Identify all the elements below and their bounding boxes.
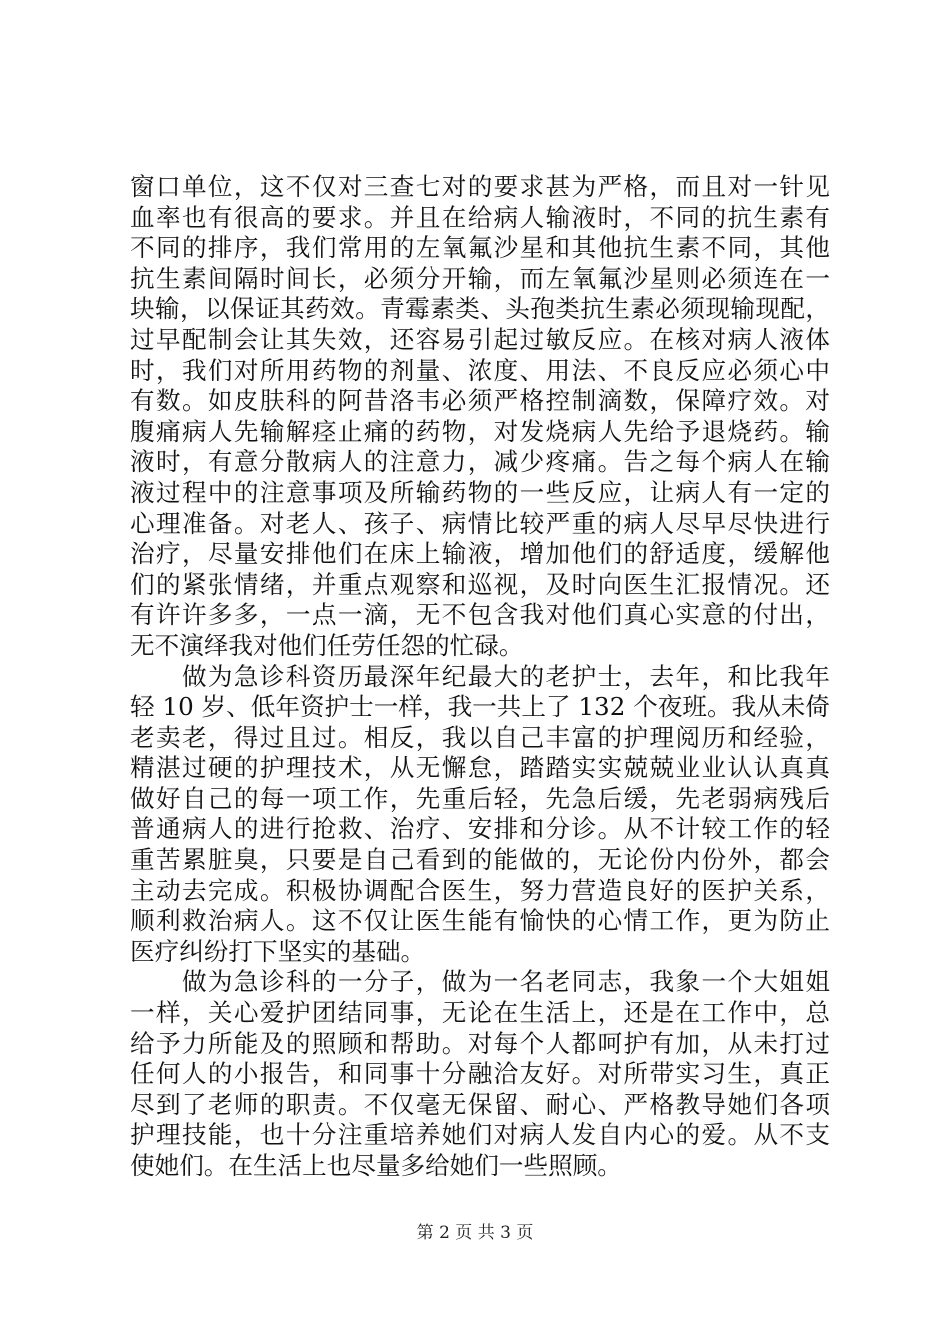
text-line: 治疗，尽量安排他们在床上输液，增加他们的舒适度，缓解他 bbox=[130, 539, 830, 569]
text-line: 心理准备。对老人、孩子、病情比较严重的病人尽早尽快进行 bbox=[130, 508, 830, 538]
text-line: 普通病人的进行抢救、治疗、安排和分诊。从不计较工作的轻 bbox=[130, 814, 830, 844]
text-line: 块输，以保证其药效。青霉素类、头孢类抗生素必须现输现配， bbox=[130, 294, 830, 324]
text-line: 腹痛病人先输解痉止痛的药物，对发烧病人先给予退烧药。输 bbox=[130, 416, 830, 446]
text-line: 任何人的小报告，和同事十分融洽友好。对所带实习生，真正 bbox=[130, 1059, 830, 1089]
text-line: 给予力所能及的照顾和帮助。对每个人都呵护有加，从未打过 bbox=[130, 1028, 830, 1058]
text-line: 一样，关心爱护团结同事，无论在生活上，还是在工作中，总 bbox=[130, 998, 830, 1028]
text-line: 护理技能，也十分注重培养她们对病人发自内心的爱。从不支 bbox=[130, 1120, 830, 1150]
text-line: 老卖老，得过且过。相反，我以自己丰富的护理阅历和经验， bbox=[130, 722, 830, 752]
text-line: 尽到了老师的职责。不仅毫无保留、耐心、严格教导她们各项 bbox=[130, 1089, 830, 1119]
text-line: 窗口单位，这不仅对三查七对的要求甚为严格，而且对一针见 bbox=[130, 172, 830, 201]
text-line: 主动去完成。积极协调配合医生，努力营造良好的医护关系， bbox=[130, 875, 830, 905]
text-line: 无不演绎我对他们任劳任怨的忙碌。 bbox=[130, 630, 524, 660]
document-body bbox=[130, 172, 830, 1182]
text-line: 血率也有很高的要求。并且在给病人输液时，不同的抗生素有 bbox=[130, 202, 830, 232]
text-line: 过早配制会让其失效，还容易引起过敏反应。在核对病人液体 bbox=[130, 324, 830, 354]
text-line: 做为急诊科资历最深年纪最大的老护士，去年，和比我年 bbox=[130, 661, 830, 691]
text-line: 顺利救治病人。这不仅让医生能有愉快的心情工作，更为防止 bbox=[130, 906, 830, 936]
text-line: 时，我们对所用药物的剂量、浓度、用法、不良反应必须心中 bbox=[130, 355, 830, 385]
text-line: 液时，有意分散病人的注意力，减少疼痛。告之每个病人在输 bbox=[130, 447, 830, 477]
text-line: 抗生素间隔时间长，必须分开输，而左氧氟沙星则必须连在一 bbox=[130, 263, 830, 293]
text-line: 重苦累脏臭，只要是自己看到的能做的，无论份内份外，都会 bbox=[130, 845, 830, 875]
text-line: 有许许多多，一点一滴，无不包含我对他们真心实意的付出， bbox=[130, 600, 830, 630]
text-line: 不同的排序，我们常用的左氧氟沙星和其他抗生素不同，其他 bbox=[130, 233, 830, 263]
text-line: 使她们。在生活上也尽量多给她们一些照顾。 bbox=[130, 1151, 622, 1180]
text-line: 轻 10 岁、低年资护士一样，我一共上了 132 个夜班。我从未倚 bbox=[130, 692, 830, 722]
text-line: 液过程中的注意事项及所输药物的一些反应，让病人有一定的 bbox=[130, 477, 830, 507]
text-line: 精湛过硬的护理技术，从无懈怠，踏踏实实兢兢业业认认真真 bbox=[130, 753, 830, 783]
text-line: 做为急诊科的一分子，做为一名老同志，我象一个大姐姐 bbox=[130, 967, 830, 997]
page-footer: 第 2 页 共 3 页 bbox=[416, 1223, 534, 1243]
text-line: 有数。如皮肤科的阿昔洛韦必须严格控制滴数，保障疗效。对 bbox=[130, 386, 830, 416]
text-line: 做好自己的每一项工作，先重后轻，先急后缓，先老弱病残后 bbox=[130, 783, 830, 813]
text-line: 们的紧张情绪，并重点观察和巡视，及时向医生汇报情况。还 bbox=[130, 569, 830, 599]
text-line: 医疗纠纷打下坚实的基础。 bbox=[130, 936, 426, 966]
